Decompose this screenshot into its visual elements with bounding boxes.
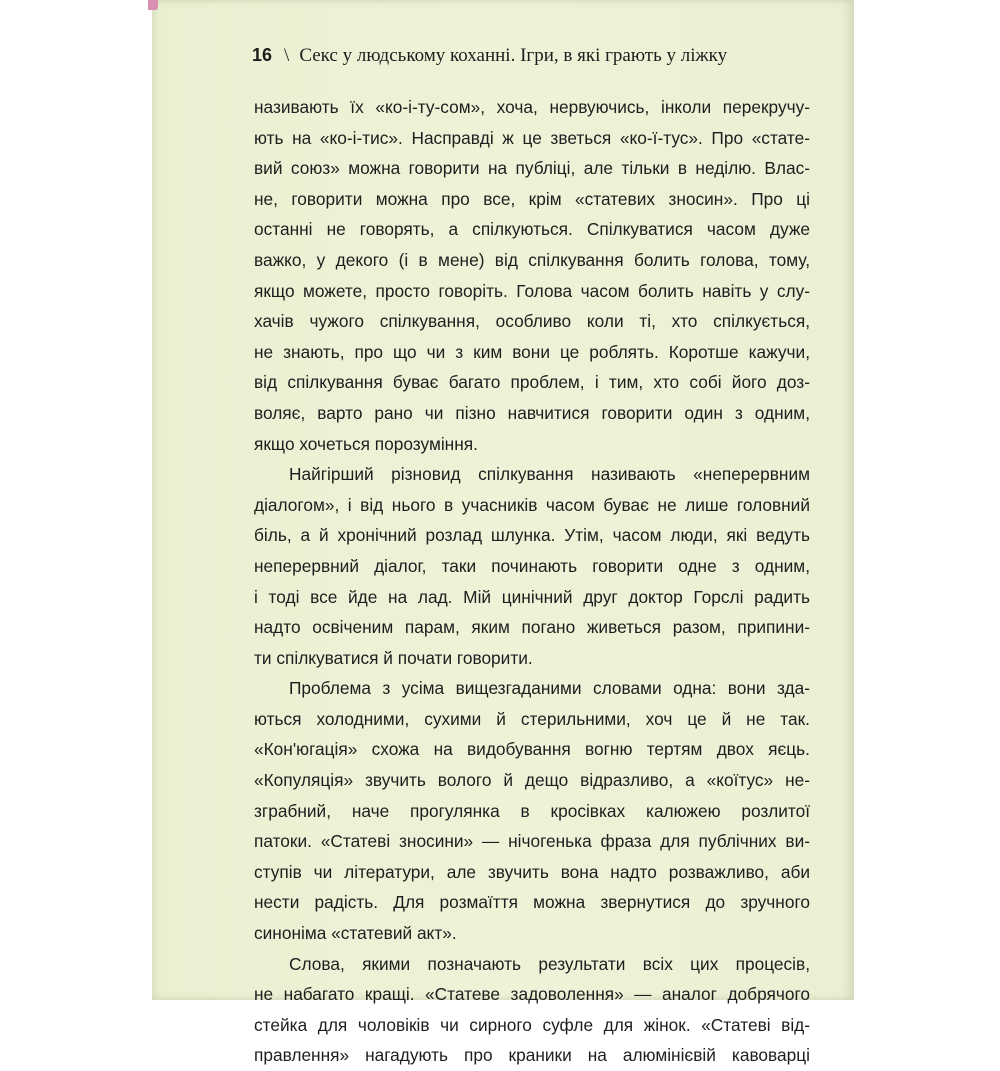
text-line: ються холодними, сухими й стерильними, хоч це й не так.	[254, 708, 810, 729]
text-line: важко, у декого (і в мене) від спілкування болить голова, тому,	[254, 249, 810, 270]
text-line: Найгірший різновид спілкування називають «неперервним	[289, 464, 810, 485]
text-line: ступів чи літератури, але звучить вона надто розважливо, аби	[254, 861, 810, 882]
text-line: діалогом», і від нього в учасників часом буває не лише головний	[254, 494, 810, 515]
text-line: не, говорити можна про все, крім «статевих зносин». Про ці	[254, 188, 810, 209]
text-line: не знають, про що чи з ким вони це роблять. Коротше кажучи,	[254, 341, 810, 362]
text-line: нести радість. Для розмаїття можна звернутися до зручного	[254, 892, 810, 913]
text-line: і тоді все йде на лад. Мій цинічний друг доктор Горслі радить	[254, 586, 810, 607]
text-line: стейка для чоловіків чи сирного суфле для жінок. «Статеві від-	[254, 1014, 810, 1035]
text-line: називають їх «ко-і-ту-сом», хоча, нервуючись, інколи перекручу-	[254, 97, 810, 117]
running-title: Секс у людському коханні. Ігри, в які грають у ліжку	[299, 45, 728, 66]
text-line: Проблема з усіма вищезгаданими словами одна: вони зда-	[289, 678, 810, 699]
paragraph	[254, 673, 810, 948]
text-line: хачів чужого спілкування, особливо коли ті, хто спілкується,	[254, 311, 810, 332]
text-line: Слова, якими позначають результати всіх цих процесів,	[289, 953, 810, 974]
paragraph	[254, 949, 810, 1071]
page-number: 16	[252, 45, 273, 65]
page-corner-marker	[148, 0, 158, 10]
text-line: надто освіченим парам, яким погано живеться разом, припини-	[254, 617, 810, 638]
text-line: ють на «ко-і-тис». Насправді ж це зветься «ко-ї-тус». Про «стате-	[254, 127, 810, 148]
text-line: ти спілкуватися й почати говорити.	[254, 647, 533, 668]
paragraph	[254, 459, 810, 673]
text-line: зграбний, наче прогулянка в кросівках калюжею розлитої	[254, 800, 810, 821]
text-line: правлення» нагадують про краники на алюмінієвій кавоварці	[254, 1045, 810, 1066]
text-line: вий союз» можна говорити на публіці, але тільки в неділю. Влас-	[254, 158, 810, 179]
text-line: неперервний діалог, таки починають говорити одне з одним,	[254, 555, 810, 576]
body-text	[254, 92, 810, 1071]
header-separator: \	[284, 45, 290, 66]
text-line: «Копуляція» звучить волого й дещо відразливо, а «коїтус» не-	[254, 770, 810, 791]
text-line: патоки. «Статеві зносини» — нічогенька фраза для публічних ви-	[254, 831, 810, 852]
text-line: від спілкування буває багато проблем, і тим, хто собі його доз-	[254, 372, 810, 393]
running-header	[252, 45, 812, 75]
text-line: «Кон'югація» схожа на видобування вогню тертям двох яєць.	[254, 739, 810, 760]
text-line: якщо можете, просто говоріть. Голова часом болить навіть у слу-	[254, 280, 810, 301]
text-line: останні не говорять, а спілкуються. Спілкуватися часом дуже	[254, 219, 810, 240]
text-line: воляє, варто рано чи пізно навчитися говорити один з одним,	[254, 402, 810, 423]
text-line: якщо хочеться порозуміння.	[254, 433, 478, 454]
text-line: синоніма «статевий акт».	[254, 923, 457, 944]
paragraph	[254, 92, 810, 459]
text-line: не набагато кращі. «Статеве задоволення» — аналог добрячого	[254, 984, 810, 1005]
text-line: біль, а й хронічний розлад шлунка. Утім, часом люди, які ведуть	[254, 525, 810, 546]
